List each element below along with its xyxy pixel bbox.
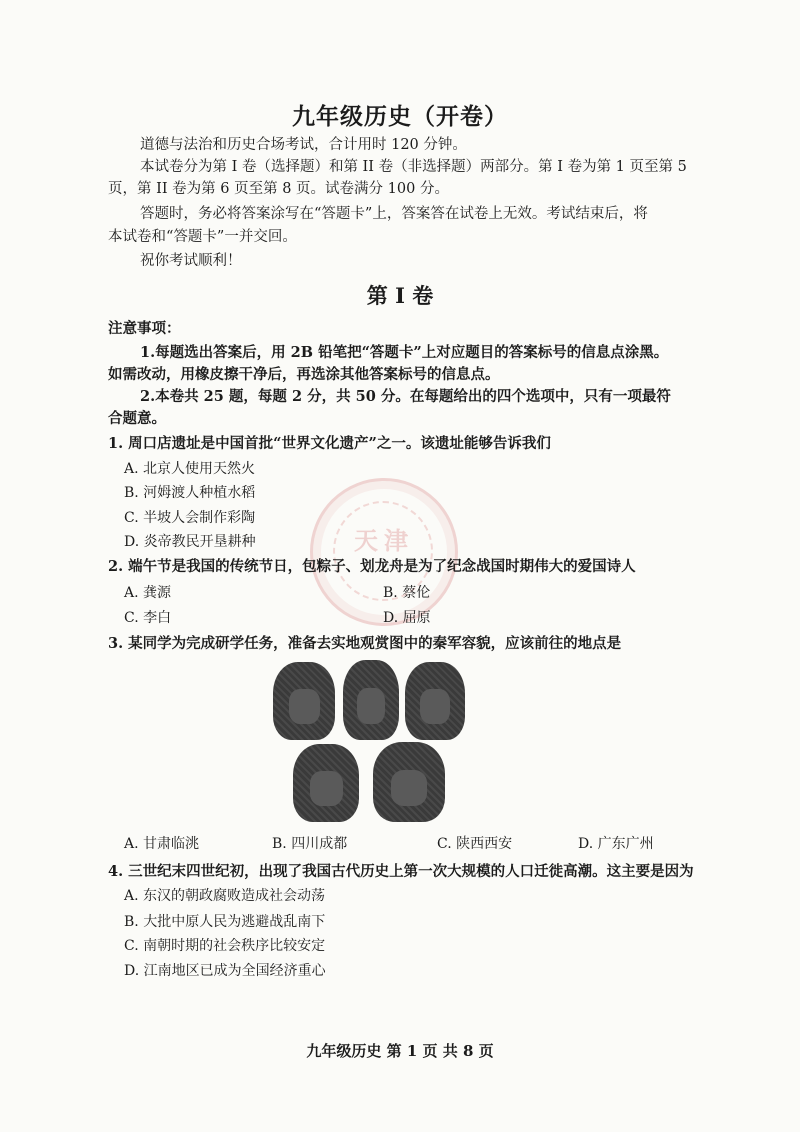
terracotta-warriors-image bbox=[265, 658, 469, 824]
intro-line: 页，第 II 卷为第 6 页至第 8 页。试卷满分 100 分。 bbox=[108, 181, 449, 197]
option: D. 屈原 bbox=[383, 610, 431, 626]
intro-line: 本试卷和“答题卡”一并交回。 bbox=[108, 229, 297, 245]
question-stem: 4. 三世纪末四世纪初，出现了我国古代历史上第一次大规模的人口迁徙高潮。这主要是因为 bbox=[108, 863, 694, 880]
option: B. 大批中原人民为逃避战乱南下 bbox=[124, 914, 326, 930]
warrior-head-image bbox=[273, 662, 335, 740]
notice-line: 1.每题选出答案后，用 2B 铅笔把“答题卡”上对应题目的答案标号的信息点涂黑。 bbox=[140, 344, 669, 361]
option: C. 南朝时期的社会秩序比较安定 bbox=[124, 938, 326, 954]
option: C. 半坡人会制作彩陶 bbox=[124, 510, 256, 526]
option: D. 江南地区已成为全国经济重心 bbox=[124, 963, 326, 979]
watermark-stamp bbox=[310, 478, 458, 626]
question-stem: 2. 端午节是我国的传统节日，包粽子、划龙舟是为了纪念战国时期伟大的爱国诗人 bbox=[108, 558, 636, 575]
option: A. 北京人使用天然火 bbox=[124, 461, 256, 477]
notice-line: 合题意。 bbox=[108, 410, 166, 427]
option: C. 李白 bbox=[124, 610, 172, 626]
question-stem: 3. 某同学为完成研学任务，准备去实地观赏图中的秦军容貌，应该前往的地点是 bbox=[108, 635, 622, 652]
intro-line: 道德与法治和历史合场考试，合计用时 120 分钟。 bbox=[140, 137, 467, 153]
intro-line: 本试卷分为第 I 卷（选择题）和第 II 卷（非选择题）两部分。第 I 卷为第 1 页至第 5 bbox=[140, 159, 687, 175]
option: D. 炎帝教民开垦耕种 bbox=[124, 534, 256, 550]
option: B. 蔡伦 bbox=[383, 585, 431, 601]
option: B. 四川成都 bbox=[272, 836, 348, 852]
option: A. 龚源 bbox=[124, 585, 172, 601]
warrior-head-image bbox=[405, 662, 465, 740]
intro-line: 祝你考试顺利！ bbox=[140, 253, 242, 269]
option: D. 广东广州 bbox=[578, 836, 654, 852]
page-title: 九年级历史（开卷） bbox=[292, 103, 508, 130]
option: C. 陕西西安 bbox=[437, 836, 513, 852]
section-title: 第 I 卷 bbox=[366, 283, 434, 308]
warrior-head-image bbox=[343, 660, 399, 740]
option: A. 甘肃临洮 bbox=[124, 836, 200, 852]
notice-label: 注意事项： bbox=[108, 320, 181, 337]
option: B. 河姆渡人种植水稻 bbox=[124, 485, 256, 501]
stamp-text: 天津 bbox=[354, 527, 414, 555]
warrior-head-image bbox=[373, 742, 445, 822]
notice-line: 2.本卷共 25 题，每题 2 分，共 50 分。在每题给出的四个选项中，只有一项最符 bbox=[140, 388, 671, 405]
page-footer: 九年级历史 第 1 页 共 8 页 bbox=[306, 1042, 494, 1060]
question-stem: 1. 周口店遗址是中国首批“世界文化遗产”之一。该遗址能够告诉我们 bbox=[108, 435, 551, 452]
option: A. 东汉的朝政腐败造成社会动荡 bbox=[124, 888, 326, 904]
intro-line: 答题时，务必将答案涂写在“答题卡”上，答案答在试卷上无效。考试结束后，将 bbox=[140, 206, 648, 222]
warrior-head-image bbox=[293, 744, 359, 822]
notice-line: 如需改动，用橡皮擦干净后，再选涂其他答案标号的信息点。 bbox=[108, 366, 500, 383]
